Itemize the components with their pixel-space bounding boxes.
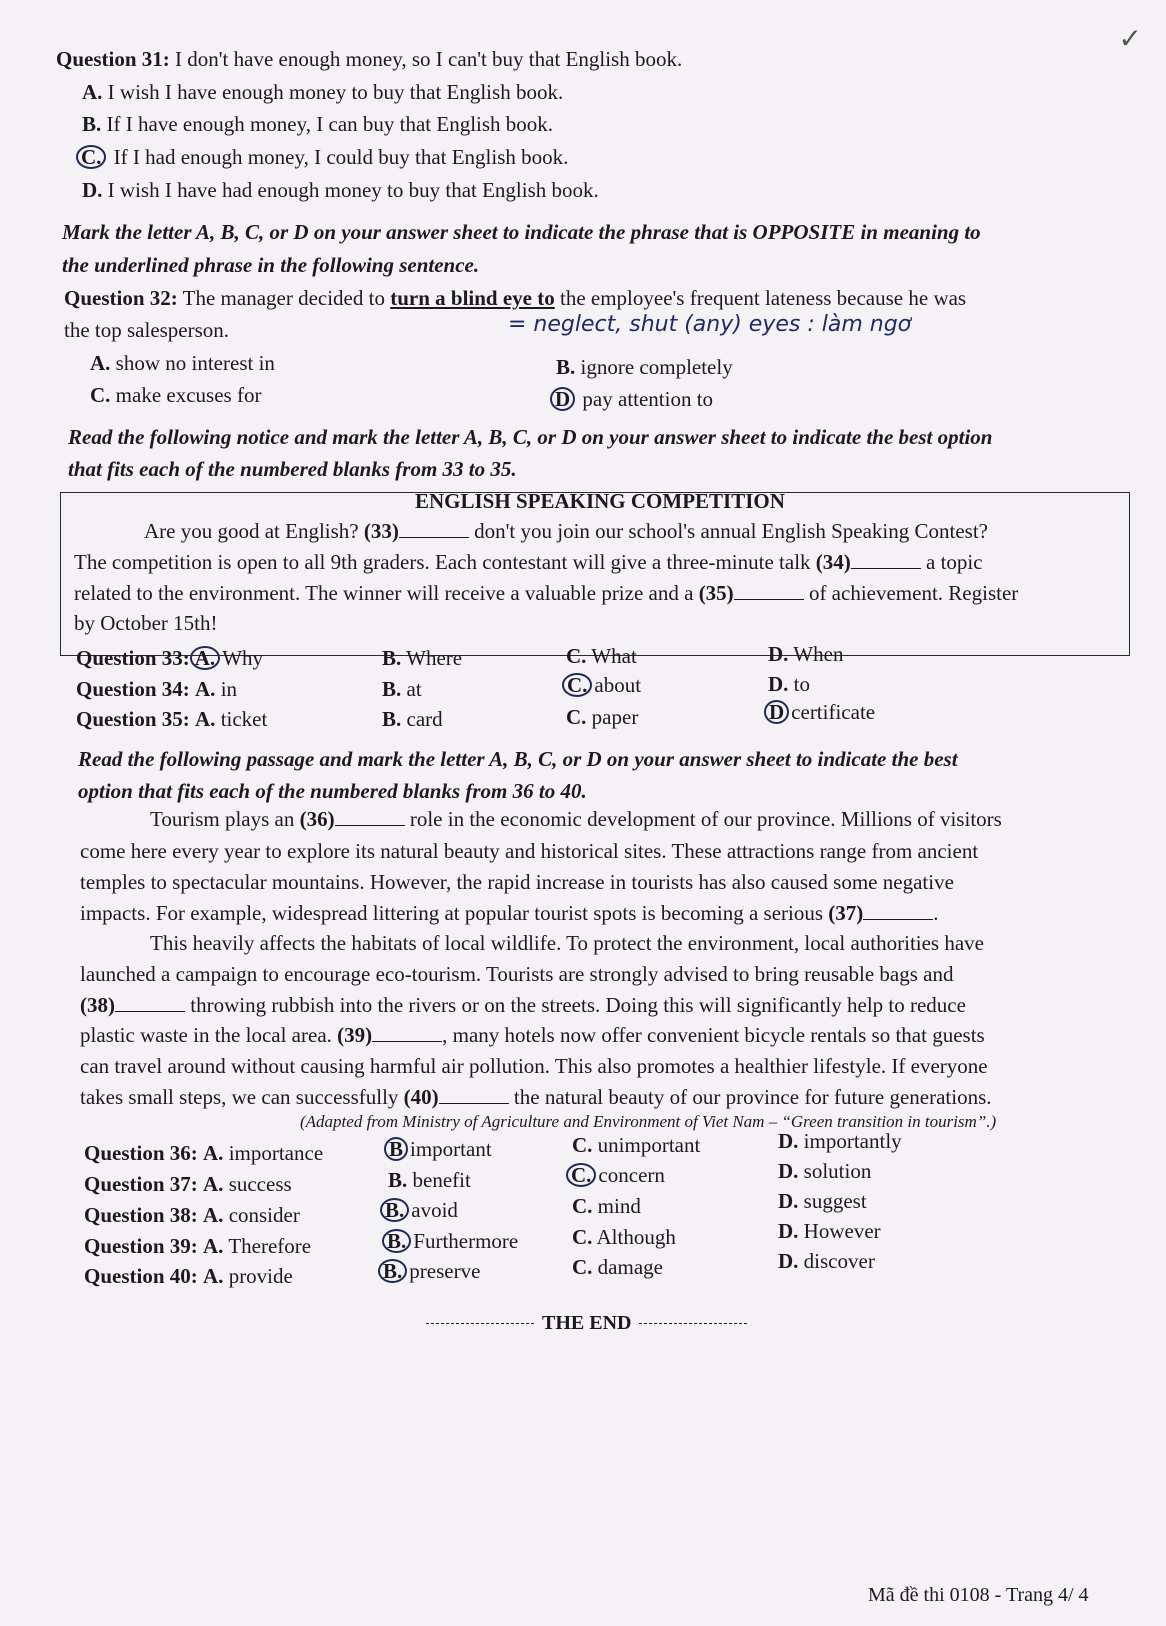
q35-d bbox=[764, 699, 875, 725]
passage-blank-36 bbox=[335, 807, 405, 826]
q36-label: Question 36: bbox=[84, 1141, 198, 1165]
q31-option-b-text: If I have enough money, I can buy that English book. bbox=[106, 112, 554, 136]
q32-option-a bbox=[90, 350, 275, 376]
q36-b bbox=[384, 1136, 492, 1162]
q35-c-letter: C. bbox=[566, 705, 587, 729]
q35-c bbox=[566, 704, 638, 730]
passage-line8-a: plastic waste in the local area. bbox=[80, 1023, 332, 1047]
q33-c-text: What bbox=[591, 644, 637, 668]
notice-line3 bbox=[74, 580, 1018, 606]
q35-d-letter-circled: D bbox=[764, 700, 789, 724]
notice-blank-34 bbox=[851, 550, 921, 569]
q39-label: Question 39: bbox=[84, 1234, 198, 1258]
q32-stem-line2: the top salesperson. bbox=[64, 318, 230, 342]
q40-b-text: preserve bbox=[409, 1259, 481, 1283]
q37-c bbox=[566, 1162, 665, 1188]
passage-blank-37-number: (37) bbox=[828, 901, 864, 925]
q38-d-letter: D. bbox=[778, 1189, 799, 1213]
passage-blank-39-number: (39) bbox=[337, 1023, 373, 1047]
passage-line10-a: takes small steps, we can successfully bbox=[80, 1085, 399, 1109]
q37-a bbox=[84, 1171, 292, 1197]
instruction-opposite-line2: the underlined phrase in the following sentence. bbox=[62, 253, 480, 277]
q38-c-text: mind bbox=[597, 1194, 641, 1218]
q37-label: Question 37: bbox=[84, 1172, 198, 1196]
q39-c-text: Although bbox=[596, 1225, 676, 1249]
q40-c-text: damage bbox=[597, 1255, 663, 1279]
q35-a-text: ticket bbox=[220, 707, 268, 731]
q31-stem bbox=[56, 46, 682, 72]
q32-option-b-letter: B. bbox=[556, 355, 576, 379]
q32-underlined-phrase: turn a blind eye to bbox=[390, 286, 555, 310]
passage-blank-39 bbox=[372, 1023, 442, 1042]
q38-d bbox=[778, 1188, 867, 1214]
q35-row bbox=[76, 706, 267, 732]
q33-b bbox=[382, 645, 462, 671]
passage-line5: This heavily affects the habitats of local wildlife. To protect the environment, local authorities have bbox=[150, 931, 984, 955]
q39-d-letter: D. bbox=[778, 1219, 799, 1243]
q36-a bbox=[84, 1140, 323, 1166]
passage-line6: launched a campaign to encourage eco-tourism. Tourists are strongly advised to bring reusable bags and bbox=[80, 962, 954, 986]
q32-stem bbox=[64, 285, 966, 311]
notice-blank-33 bbox=[399, 519, 469, 538]
q34-b bbox=[382, 676, 422, 702]
q40-a-text: provide bbox=[228, 1264, 293, 1288]
passage-blank-36-number: (36) bbox=[299, 807, 335, 831]
q37-d bbox=[778, 1158, 871, 1184]
q31-option-b bbox=[82, 111, 553, 137]
q40-a-letter: A. bbox=[203, 1264, 224, 1288]
q31-option-c-text: If I had enough money, I could buy that English book. bbox=[113, 145, 569, 169]
notice-blank-35-number: (35) bbox=[698, 581, 734, 605]
q31-option-a bbox=[82, 79, 563, 105]
q33-row bbox=[76, 645, 263, 671]
q31-option-a-letter: A. bbox=[82, 80, 103, 104]
q40-d-text: discover bbox=[803, 1249, 875, 1273]
instruction-opposite-line1: Mark the letter A, B, C, or D on your answer sheet to indicate the phrase that is OPPOSITE in meaning to bbox=[62, 220, 981, 244]
q35-d-text: certificate bbox=[791, 700, 876, 724]
q39-d bbox=[778, 1218, 881, 1244]
q31-option-d bbox=[82, 177, 599, 203]
q31-option-b-letter: B. bbox=[82, 112, 102, 136]
notice-line3-b: of achievement. Register bbox=[808, 581, 1019, 605]
q38-c bbox=[572, 1193, 641, 1219]
passage-line4 bbox=[80, 900, 939, 926]
q39-b bbox=[382, 1228, 518, 1254]
q35-c-text: paper bbox=[591, 705, 639, 729]
q31-option-d-letter: D. bbox=[82, 178, 103, 202]
q37-b-letter: B. bbox=[388, 1168, 408, 1192]
q34-d-text: to bbox=[793, 672, 811, 696]
q40-b bbox=[378, 1258, 480, 1284]
q40-d bbox=[778, 1248, 875, 1274]
passage-blank-38 bbox=[115, 993, 185, 1012]
q40-label: Question 40: bbox=[84, 1264, 198, 1288]
notice-line1 bbox=[144, 518, 988, 544]
q36-c-text: unimportant bbox=[597, 1133, 701, 1157]
passage-line10 bbox=[80, 1084, 992, 1110]
q37-a-text: success bbox=[228, 1172, 292, 1196]
q34-b-letter: B. bbox=[382, 677, 402, 701]
q40-d-letter: D. bbox=[778, 1249, 799, 1273]
q34-label: Question 34: bbox=[76, 677, 190, 701]
q40-c bbox=[572, 1254, 663, 1280]
q33-c-letter: C. bbox=[566, 644, 587, 668]
instruction-passage-line1: Read the following passage and mark the letter A, B, C, or D on your answer sheet to indicate the best bbox=[78, 747, 958, 771]
passage-line4-a: impacts. For example, widespread littering at popular tourist spots is becoming a serious bbox=[80, 901, 824, 925]
the-end-row bbox=[426, 1312, 747, 1335]
q35-b-letter: B. bbox=[382, 707, 402, 731]
notice-blank-34-number: (34) bbox=[815, 550, 851, 574]
q32-option-a-letter: A. bbox=[90, 351, 111, 375]
q37-b-text: benefit bbox=[412, 1168, 471, 1192]
passage-line7-b: throwing rubbish into the rivers or on the streets. Doing this will significantly help to reduce bbox=[190, 993, 966, 1017]
notice-title: ENGLISH SPEAKING COMPETITION bbox=[415, 489, 785, 513]
q32-option-c-text: make excuses for bbox=[115, 383, 262, 407]
passage-line10-b: the natural beauty of our province for future generations. bbox=[513, 1085, 992, 1109]
q37-a-letter: A. bbox=[203, 1172, 224, 1196]
q37-c-letter-circled: C. bbox=[566, 1163, 596, 1187]
q39-c-letter: C. bbox=[572, 1225, 593, 1249]
q38-a-text: consider bbox=[228, 1203, 300, 1227]
q32-option-b bbox=[556, 354, 733, 380]
passage-line7 bbox=[80, 992, 966, 1018]
q34-c-letter-circled: C. bbox=[562, 673, 592, 697]
passage-source: (Adapted from Ministry of Agriculture and Environment of Viet Nam – “Green transition in tourism”.) bbox=[300, 1112, 997, 1131]
q31-option-a-text: I wish I have enough money to buy that English book. bbox=[107, 80, 564, 104]
passage-blank-37 bbox=[863, 901, 933, 920]
passage-line1-b: role in the economic development of our province. Millions of visitors bbox=[409, 807, 1002, 831]
notice-line3-a: related to the environment. The winner will receive a valuable prize and a bbox=[74, 581, 694, 605]
q32-option-d-text: pay attention to bbox=[582, 387, 714, 411]
q31-option-c bbox=[76, 144, 568, 170]
q32-handwritten-note: = neglect, shut (any) eyes : làm ngơ bbox=[508, 312, 912, 337]
q38-d-text: suggest bbox=[803, 1189, 867, 1213]
q38-b-letter-circled: B. bbox=[380, 1198, 409, 1222]
q35-label: Question 35: bbox=[76, 707, 190, 731]
q34-row bbox=[76, 676, 237, 702]
q32-text-after: the employee's frequent lateness because he was bbox=[559, 286, 967, 310]
notice-line2 bbox=[74, 549, 983, 575]
q38-b bbox=[380, 1197, 458, 1223]
q38-c-letter: C. bbox=[572, 1194, 593, 1218]
q32-option-c bbox=[90, 382, 261, 408]
instruction-notice-line1: Read the following notice and mark the letter A, B, C, or D on your answer sheet to indicate the best option bbox=[68, 425, 993, 449]
q40-b-letter-circled: B. bbox=[378, 1259, 407, 1283]
q39-b-text: Furthermore bbox=[413, 1229, 519, 1253]
q39-b-letter-circled: B. bbox=[382, 1229, 411, 1253]
passage-line1-a: Tourism plays an bbox=[150, 807, 295, 831]
passage-line4-b: . bbox=[933, 901, 939, 925]
q34-a-text: in bbox=[220, 677, 238, 701]
q35-b bbox=[382, 706, 443, 732]
passage-line8-b: , many hotels now offer convenient bicycle rentals so that guests bbox=[442, 1023, 985, 1047]
passage-blank-40-number: (40) bbox=[403, 1085, 439, 1109]
q31-text: I don't have enough money, so I can't buy that English book. bbox=[175, 47, 683, 71]
q39-c bbox=[572, 1224, 676, 1250]
q38-label: Question 38: bbox=[84, 1203, 198, 1227]
q33-label: Question 33: bbox=[76, 646, 190, 670]
q36-b-text: important bbox=[410, 1137, 492, 1161]
q38-b-text: avoid bbox=[411, 1198, 458, 1222]
page-footer: Mã đề thi 0108 - Trang 4/ 4 bbox=[868, 1584, 1089, 1606]
q35-b-text: card bbox=[406, 707, 443, 731]
q33-b-text: Where bbox=[406, 646, 463, 670]
q36-d-letter: D. bbox=[778, 1129, 799, 1153]
q36-a-text: importance bbox=[228, 1141, 324, 1165]
q34-a-letter: A. bbox=[195, 677, 216, 701]
passage-line9: can travel around without causing harmful air pollution. This also promotes a healthier lifestyle. If everyone bbox=[80, 1054, 988, 1078]
notice-line2-b: a topic bbox=[926, 550, 983, 574]
passage-blank-38-number: (38) bbox=[80, 993, 115, 1017]
q33-a-letter-circled: A. bbox=[190, 646, 220, 670]
q33-d-text: When bbox=[793, 642, 844, 666]
q32-option-d bbox=[550, 386, 713, 412]
instruction-passage-line2: option that fits each of the numbered blanks from 36 to 40. bbox=[78, 779, 587, 803]
q38-a-letter: A. bbox=[203, 1203, 224, 1227]
q39-a-letter: A. bbox=[203, 1234, 224, 1258]
pen-mark-icon: ✓ bbox=[1118, 24, 1142, 55]
q36-a-letter: A. bbox=[203, 1141, 224, 1165]
q39-d-text: However bbox=[803, 1219, 881, 1243]
q32-option-b-text: ignore completely bbox=[580, 355, 733, 379]
q37-c-text: concern bbox=[598, 1163, 665, 1187]
q34-d bbox=[768, 671, 810, 697]
passage-line2: come here every year to explore its natural beauty and historical sites. These attractions range from ancient bbox=[80, 839, 979, 863]
q34-c-text: about bbox=[594, 673, 642, 697]
q31-option-c-letter-circled: C. bbox=[76, 145, 106, 169]
notice-blank-35 bbox=[734, 581, 804, 600]
q37-b bbox=[388, 1167, 471, 1193]
q36-c-letter: C. bbox=[572, 1133, 593, 1157]
q33-d bbox=[768, 641, 843, 667]
q36-d-text: importantly bbox=[803, 1129, 902, 1153]
notice-line4: by October 15th! bbox=[74, 611, 218, 635]
q33-c bbox=[566, 643, 637, 669]
q36-b-letter-circled: B bbox=[384, 1137, 408, 1161]
notice-line1-a: Are you good at English? bbox=[144, 519, 359, 543]
q31-option-d-text: I wish I have had enough money to buy that English book. bbox=[107, 178, 599, 202]
q35-a-letter: A. bbox=[195, 707, 216, 731]
q33-d-letter: D. bbox=[768, 642, 789, 666]
notice-blank-33-number: (33) bbox=[363, 519, 399, 543]
q34-c bbox=[562, 672, 641, 698]
q32-label: Question 32: bbox=[64, 286, 178, 310]
passage-line1 bbox=[150, 806, 1002, 832]
q32-text-before: The manager decided to bbox=[182, 286, 385, 310]
q34-b-text: at bbox=[406, 677, 422, 701]
q40-a bbox=[84, 1263, 293, 1289]
q34-d-letter: D. bbox=[768, 672, 789, 696]
notice-line2-a: The competition is open to all 9th graders. Each contestant will give a three-minute talk bbox=[74, 550, 811, 574]
q39-a bbox=[84, 1233, 311, 1259]
q36-c bbox=[572, 1132, 700, 1158]
q32-option-a-text: show no interest in bbox=[115, 351, 275, 375]
passage-blank-40 bbox=[439, 1085, 509, 1104]
q37-d-text: solution bbox=[803, 1159, 872, 1183]
notice-line1-b: don't you join our school's annual English Speaking Contest? bbox=[474, 519, 988, 543]
q31-label: Question 31: bbox=[56, 47, 170, 71]
passage-line8 bbox=[80, 1022, 985, 1048]
the-end-right-rule bbox=[639, 1323, 747, 1324]
passage-line3: temples to spectacular mountains. However, the rapid increase in tourists has also caused some negative bbox=[80, 870, 954, 894]
q39-a-text: Therefore bbox=[228, 1234, 312, 1258]
q32-option-c-letter: C. bbox=[90, 383, 111, 407]
q33-b-letter: B. bbox=[382, 646, 402, 670]
q32-option-d-letter-circled: D bbox=[550, 387, 575, 411]
q38-a bbox=[84, 1202, 300, 1228]
q36-d bbox=[778, 1128, 902, 1154]
instruction-notice-line2: that fits each of the numbered blanks from 33 to 35. bbox=[68, 457, 517, 481]
q33-a-text: Why bbox=[222, 646, 264, 670]
q40-c-letter: C. bbox=[572, 1255, 593, 1279]
the-end-label: THE END bbox=[542, 1312, 632, 1334]
q37-d-letter: D. bbox=[778, 1159, 799, 1183]
the-end-left-rule bbox=[426, 1323, 534, 1324]
